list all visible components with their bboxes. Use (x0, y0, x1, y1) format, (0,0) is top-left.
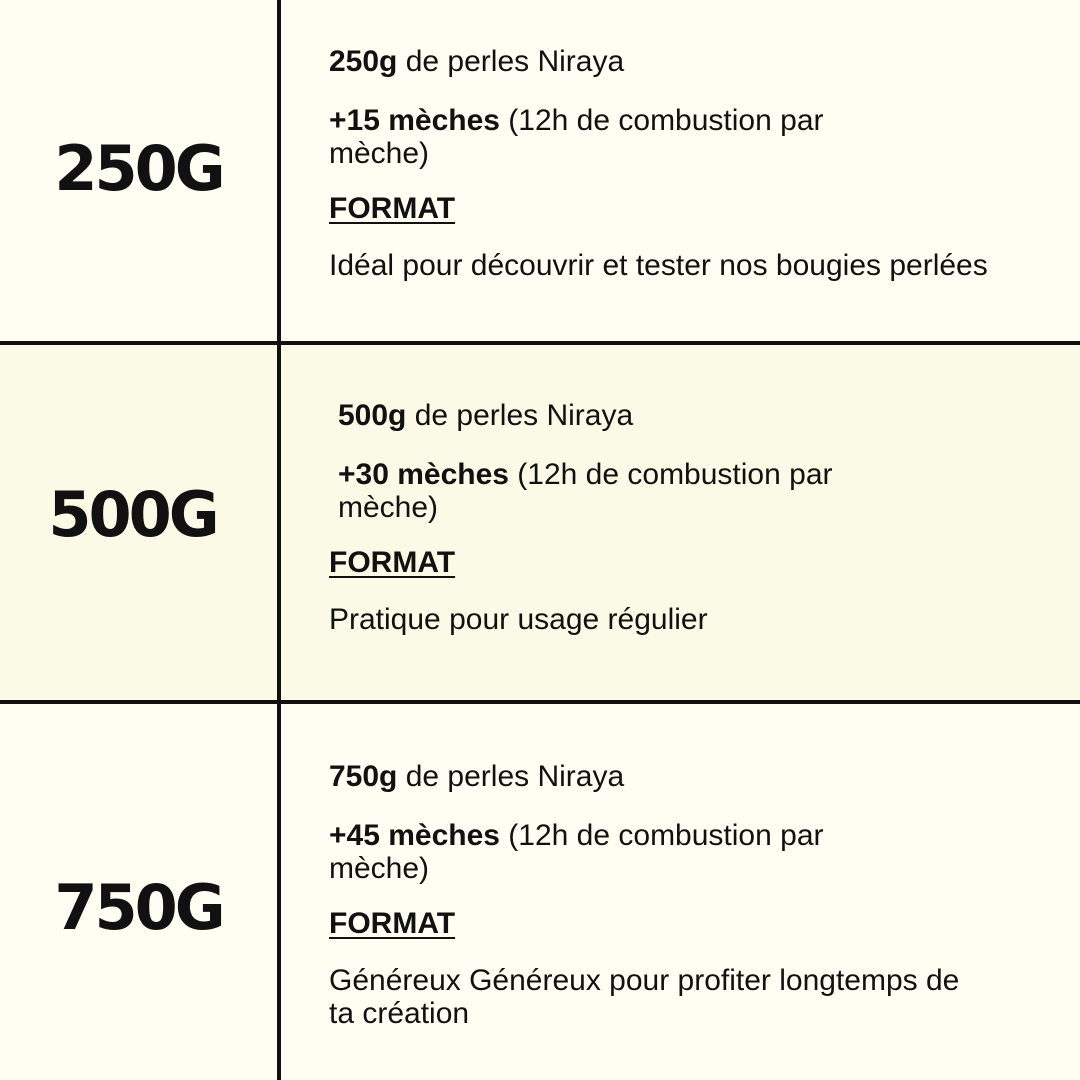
size-label: 250G (54, 132, 223, 205)
row-content (329, 760, 1059, 1030)
grams-suffix: de perles Niraya (397, 45, 625, 78)
grams-line (329, 399, 1059, 432)
format-title: FORMAT (329, 192, 456, 225)
wicks-line (329, 458, 878, 524)
format-description: Pratique pour usage régulier (329, 603, 708, 636)
grams-suffix: de perles Niraya (406, 399, 634, 432)
grams-suffix: de perles Niraya (397, 760, 625, 793)
wicks-value: +30 mèches (338, 458, 509, 491)
format-title: FORMAT (329, 546, 456, 579)
wicks-line (329, 104, 869, 170)
wicks-value: +15 mèches (329, 104, 500, 137)
wicks-suffix: (12h de combustion par mèche) (329, 819, 824, 885)
wicks-value: +45 mèches (329, 819, 500, 852)
column-divider (277, 0, 281, 1080)
size-label: 500G (48, 478, 217, 551)
row-divider (0, 700, 1080, 704)
format-title: FORMAT (329, 907, 456, 940)
grams-line (329, 760, 1059, 793)
grams-value: 500g (338, 399, 407, 432)
wicks-line (329, 819, 869, 885)
wicks-suffix: (12h de combustion par mèche) (338, 458, 833, 524)
format-description: Idéal pour découvrir et tester nos bougies perlées (329, 249, 988, 282)
row-750g (0, 702, 1080, 1080)
grams-value: 250g (329, 45, 398, 78)
row-500g (0, 342, 1080, 702)
row-divider (0, 341, 1080, 345)
row-content (329, 45, 1059, 282)
wicks-suffix: (12h de combustion par mèche) (329, 104, 824, 170)
grams-value: 750g (329, 760, 398, 793)
row-content (329, 399, 1059, 636)
row-250g (0, 0, 1080, 342)
grams-line (329, 45, 1059, 78)
format-description: Généreux Généreux pour profiter longtemps de ta création (329, 964, 960, 1030)
size-label: 750G (54, 871, 223, 944)
